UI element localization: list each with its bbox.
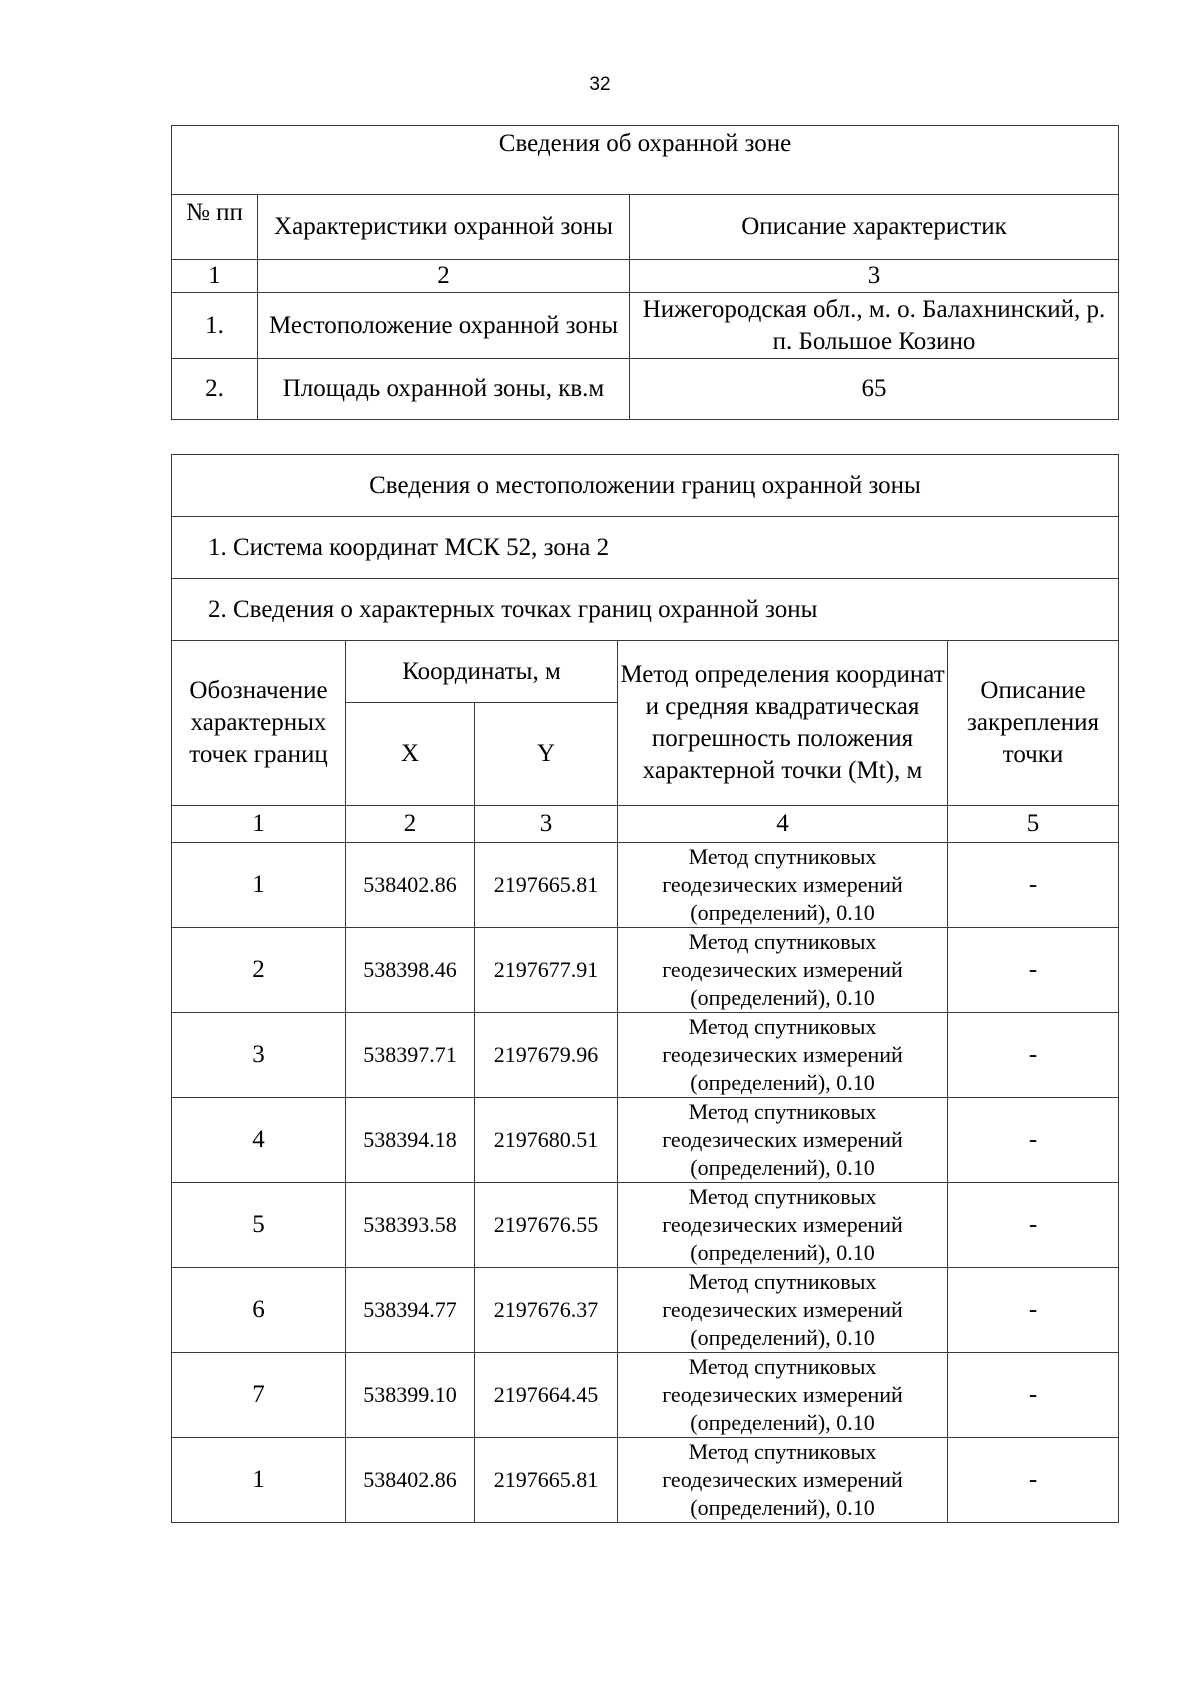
table-row [172,293,1119,359]
point-fixing: - [948,843,1119,928]
point-id: 6 [172,1268,346,1353]
column-number: 1 [172,806,346,843]
table-row [172,928,1119,1013]
point-y: 2197665.81 [475,1438,618,1523]
column-number: 5 [948,806,1119,843]
row-characteristic: Площадь охранной зоны, кв.м [258,359,630,420]
header-y: Y [475,703,618,806]
point-fixing: - [948,1013,1119,1098]
point-fixing: - [948,1183,1119,1268]
row-description: Нижегородская обл., м. о. Балахнинский, р. п. Большое Козино [630,293,1119,359]
point-id: 4 [172,1098,346,1183]
point-x: 538393.58 [346,1183,475,1268]
header-method: Метод определения координат и средняя квадратическая погрешность положения характерной точки (Mt), м [618,641,948,806]
table-row [172,1183,1119,1268]
point-fixing: - [948,1353,1119,1438]
point-y: 2197677.91 [475,928,618,1013]
point-method: Метод спутниковых геодезических измерений (определений), 0.10 [618,1013,948,1098]
point-method: Метод спутниковых геодезических измерений (определений), 0.10 [618,1353,948,1438]
point-method: Метод спутниковых геодезических измерений (определений), 0.10 [618,843,948,928]
point-id: 3 [172,1013,346,1098]
protected-zone-table [171,125,1119,420]
zone-table-title: Сведения об охранной зоне [172,126,1119,195]
point-x: 538397.71 [346,1013,475,1098]
table-row [172,1353,1119,1438]
point-method: Метод спутниковых геодезических измерений (определений), 0.10 [618,1098,948,1183]
point-method: Метод спутниковых геодезических измерений (определений), 0.10 [618,1183,948,1268]
point-y: 2197679.96 [475,1013,618,1098]
boundary-points-table [171,454,1119,1523]
point-x: 538394.77 [346,1268,475,1353]
table-row [172,1268,1119,1353]
table-row [172,1098,1119,1183]
table-row [172,1438,1119,1523]
header-description: Описание характеристик [630,195,1119,260]
row-characteristic: Местоположение охранной зоны [258,293,630,359]
column-number: 1 [172,260,258,293]
column-number: 2 [258,260,630,293]
point-id: 7 [172,1353,346,1438]
point-id: 1 [172,1438,346,1523]
header-characteristic: Характеристики охранной зоны [258,195,630,260]
point-y: 2197680.51 [475,1098,618,1183]
point-method: Метод спутниковых геодезических измерений (определений), 0.10 [618,1438,948,1523]
row-description: 65 [630,359,1119,420]
point-id: 1 [172,843,346,928]
point-method: Метод спутниковых геодезических измерений (определений), 0.10 [618,1268,948,1353]
point-x: 538402.86 [346,843,475,928]
header-designation: Обозначение характерных точек границ [172,641,346,806]
column-number: 4 [618,806,948,843]
point-x: 538398.46 [346,928,475,1013]
row-num: 1. [172,293,258,359]
row-num: 2. [172,359,258,420]
point-x: 538394.18 [346,1098,475,1183]
page-number: 32 [589,74,611,95]
point-fixing: - [948,1098,1119,1183]
point-fixing: - [948,928,1119,1013]
point-fixing: - [948,1268,1119,1353]
boundary-table-title: Сведения о местоположении границ охранной зоны [172,455,1119,517]
point-id: 5 [172,1183,346,1268]
header-num: № пп [172,195,258,260]
point-x: 538402.86 [346,1438,475,1523]
points-section-title: 2. Сведения о характерных точках границ охранной зоны [172,579,1119,641]
column-number: 2 [346,806,475,843]
point-y: 2197676.37 [475,1268,618,1353]
header-coordinates: Координаты, м [346,641,618,703]
table-row [172,1013,1119,1098]
coordinate-system: 1. Система координат МСК 52, зона 2 [172,517,1119,579]
column-number: 3 [630,260,1119,293]
header-fixing: Описание закрепления точки [948,641,1119,806]
header-x: X [346,703,475,806]
point-x: 538399.10 [346,1353,475,1438]
table-row [172,359,1119,420]
point-method: Метод спутниковых геодезических измерений (определений), 0.10 [618,928,948,1013]
point-y: 2197676.55 [475,1183,618,1268]
point-y: 2197665.81 [475,843,618,928]
table-row [172,843,1119,928]
point-y: 2197664.45 [475,1353,618,1438]
point-id: 2 [172,928,346,1013]
column-number: 3 [475,806,618,843]
point-fixing: - [948,1438,1119,1523]
